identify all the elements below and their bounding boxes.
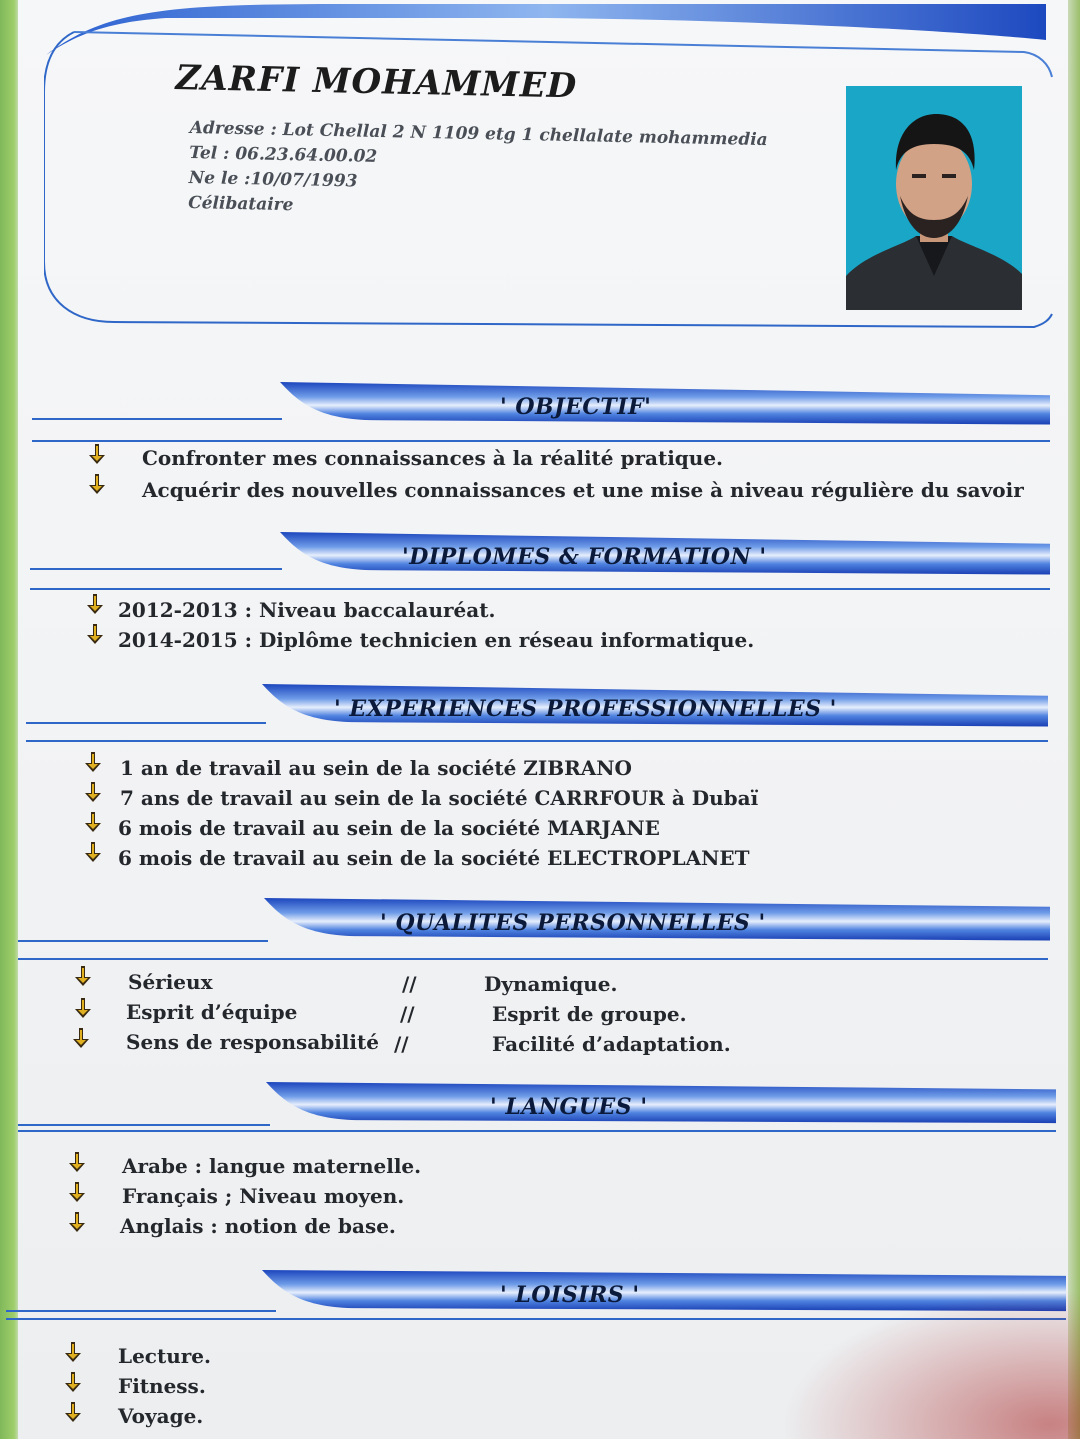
list-item: Français ; Niveau moyen.: [122, 1184, 405, 1208]
list-item: Lecture.: [118, 1344, 211, 1368]
arrow-down-icon: [86, 594, 104, 614]
banner-left-line: [18, 1124, 270, 1126]
quality-right: Dynamique.: [484, 972, 618, 996]
list-item: 7 ans de travail au sein de la société CARRFOUR à Dubaï: [120, 786, 759, 810]
arrow-down-icon: [72, 1028, 90, 1048]
birth-line: Ne le :10/07/1993: [188, 167, 358, 192]
list-item: Anglais : notion de base.: [120, 1214, 396, 1238]
arrow-down-icon: [68, 1212, 86, 1232]
section-title: ' OBJECTIF': [500, 394, 652, 420]
quality-left: Esprit d’équipe: [126, 1000, 298, 1024]
banner-langues: [266, 1082, 1056, 1126]
list-item: Fitness.: [118, 1374, 206, 1398]
arrow-down-icon: [68, 1152, 86, 1172]
banner-left-line: [6, 1310, 276, 1312]
quality-separator: //: [394, 1032, 409, 1056]
banner-left-line: [30, 568, 282, 570]
list-item: Voyage.: [118, 1404, 204, 1428]
profile-photo: [846, 86, 1022, 310]
quality-separator: //: [402, 972, 417, 996]
finger-shadow: [780, 1290, 1080, 1439]
section-title: ' QUALITES PERSONNELLES ': [380, 910, 766, 936]
list-item: 6 mois de travail au sein de la société ELECTROPLANET: [118, 846, 750, 870]
list-item: 1 an de travail au sein de la société ZIBRANO: [120, 756, 632, 780]
arrow-down-icon: [74, 966, 92, 986]
banner-left-line: [26, 722, 266, 724]
arrow-down-icon: [64, 1372, 82, 1392]
list-item: Confronter mes connaissances à la réalité pratique.: [142, 446, 724, 470]
section-title: 'DIPLOMES & FORMATION ': [402, 544, 767, 570]
quality-left: Sérieux: [128, 970, 213, 994]
banner-left-line: [32, 418, 282, 420]
quality-right: Esprit de groupe.: [492, 1002, 687, 1026]
list-item: Arabe : langue maternelle.: [122, 1154, 422, 1178]
list-item: 2014-2015 : Diplôme technicien en réseau informatique.: [118, 628, 755, 652]
list-item: 2012-2013 : Niveau baccalauréat.: [118, 598, 496, 622]
section-title: ' LOISIRS ': [500, 1282, 640, 1308]
arrow-down-icon: [88, 444, 106, 464]
arrow-down-icon: [86, 624, 104, 644]
contact-block: [188, 116, 768, 228]
list-item: 6 mois de travail au sein de la société MARJANE: [118, 816, 660, 840]
section-title: ' EXPERIENCES PROFESSIONNELLES ': [334, 696, 837, 722]
quality-left: Sens de responsabilité: [126, 1030, 379, 1054]
banner-underline: [32, 440, 1050, 442]
arrow-down-icon: [88, 474, 106, 494]
banner-underline: [26, 740, 1048, 742]
list-item: Acquérir des nouvelles connaissances et une mise à niveau régulière du savoir: [142, 478, 1024, 502]
arrow-down-icon: [68, 1182, 86, 1202]
candidate-name: ZARFI MOHAMMED: [175, 58, 578, 107]
phone-line: Tel : 06.23.64.00.02: [189, 142, 378, 167]
arrow-down-icon: [84, 812, 102, 832]
arrow-down-icon: [64, 1342, 82, 1362]
banner-objectif: [280, 382, 1050, 426]
address-line: Adresse : Lot Chellal 2 N 1109 etg 1 chellalate mohammedia: [189, 117, 768, 151]
arrow-down-icon: [64, 1402, 82, 1422]
arrow-down-icon: [84, 842, 102, 862]
arrow-down-icon: [74, 998, 92, 1018]
banner-underline: [18, 958, 1048, 960]
banner-underline: [18, 1130, 1056, 1132]
section-title: ' LANGUES ': [490, 1094, 648, 1120]
quality-right: Facilité d’adaptation.: [492, 1032, 731, 1056]
banner-underline: [30, 588, 1050, 590]
quality-separator: //: [400, 1002, 415, 1026]
banner-left-line: [18, 940, 268, 942]
arrow-down-icon: [84, 782, 102, 802]
arrow-down-icon: [84, 752, 102, 772]
marital-status: Célibataire: [187, 192, 294, 216]
